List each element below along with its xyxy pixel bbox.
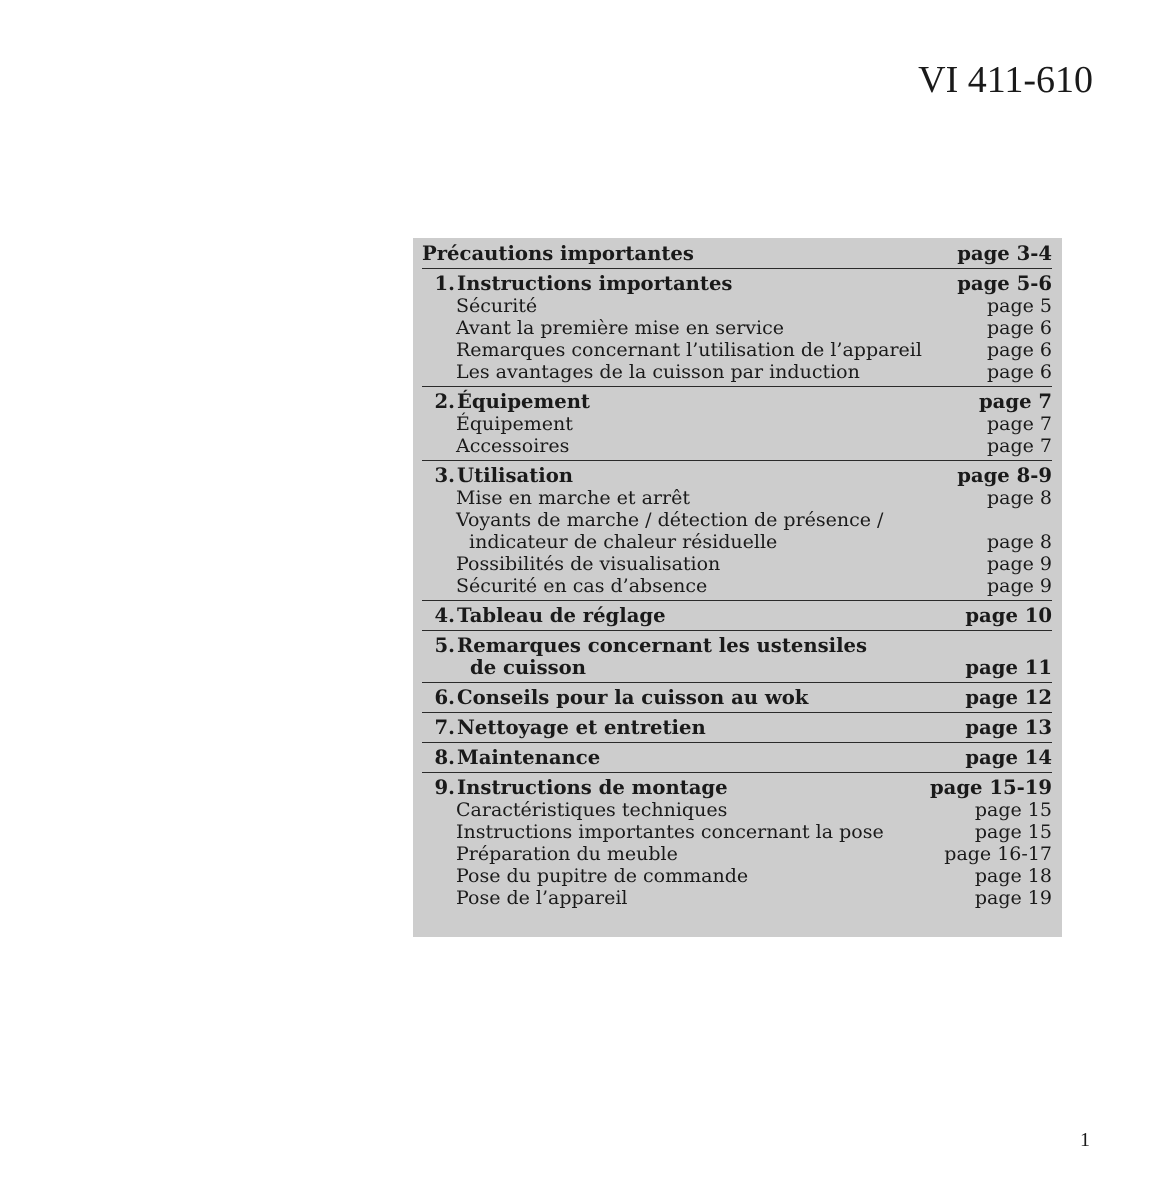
toc-item-page: page 18 — [974, 865, 1052, 887]
toc-item-label: Pose de l’appareil — [456, 887, 628, 909]
model-title: VI 411-610 — [918, 59, 1093, 101]
toc-section-heading[interactable] — [422, 391, 1052, 413]
toc-section-heading[interactable] — [422, 717, 1052, 739]
toc-item[interactable] — [422, 487, 1052, 509]
toc-item-label: Pose du pupitre de commande — [456, 865, 749, 887]
toc-item-page: page 6 — [986, 317, 1052, 339]
toc-item[interactable] — [422, 843, 1052, 865]
section-title: Équipement — [457, 390, 590, 413]
toc-item-label: Voyants de marche / détection de présence / — [456, 509, 884, 531]
toc-section-5 — [422, 630, 1052, 682]
toc-intro-label: Précautions importantes — [422, 242, 694, 265]
toc-item-page: page 19 — [974, 887, 1052, 909]
toc-section-6 — [422, 682, 1052, 712]
toc-item[interactable] — [422, 865, 1052, 887]
section-number: 3. — [434, 464, 455, 487]
toc-item-page: page 7 — [986, 413, 1052, 435]
toc-section-9 — [422, 772, 1052, 912]
section-title: Instructions importantes — [457, 272, 733, 295]
section-number: 4. — [434, 604, 455, 627]
toc-item-label: Remarques concernant l’utilisation de l’appareil — [456, 339, 922, 361]
toc-section-heading[interactable] — [422, 687, 1052, 709]
toc-item[interactable] — [422, 339, 1052, 361]
toc-item-label: Instructions importantes concernant la pose — [456, 821, 884, 843]
section-number: 5. — [434, 634, 455, 657]
section-page: page 5-6 — [957, 272, 1052, 295]
toc-section-1 — [422, 268, 1052, 386]
toc-item-page: page 15 — [974, 821, 1052, 843]
section-title: Instructions de montage — [457, 776, 728, 799]
toc-section-heading[interactable] — [422, 465, 1052, 487]
toc-item-page: page 7 — [986, 435, 1052, 457]
toc-item-label: Accessoires — [456, 435, 570, 457]
section-number: 8. — [434, 746, 455, 769]
toc-item-page: page 6 — [986, 361, 1052, 383]
toc-item[interactable] — [422, 435, 1052, 457]
toc-item[interactable] — [422, 531, 1052, 553]
toc-item-page: page 8 — [986, 531, 1052, 553]
toc-intro-page: page 3-4 — [957, 242, 1052, 265]
toc-item-page: page 6 — [986, 339, 1052, 361]
toc-item-page: page 9 — [986, 575, 1052, 597]
toc-item[interactable] — [422, 413, 1052, 435]
page-number: 1 — [1080, 1129, 1090, 1151]
toc-section-8 — [422, 742, 1052, 772]
toc-item[interactable] — [422, 553, 1052, 575]
section-title: Tableau de réglage — [457, 604, 666, 627]
section-title: Nettoyage et entretien — [457, 716, 706, 739]
toc-item[interactable] — [422, 361, 1052, 383]
section-page: page 10 — [965, 604, 1052, 627]
toc-section-2 — [422, 386, 1052, 460]
toc-item[interactable] — [422, 575, 1052, 597]
section-page: page 14 — [965, 746, 1052, 769]
toc-item[interactable] — [422, 887, 1052, 909]
toc-intro-section — [422, 243, 1052, 268]
section-page: page 12 — [965, 686, 1052, 709]
toc-item-page: page 9 — [986, 553, 1052, 575]
section-number: 2. — [434, 390, 455, 413]
toc-item-label: Les avantages de la cuisson par induction — [456, 361, 860, 383]
toc-item[interactable] — [422, 799, 1052, 821]
section-number: 7. — [434, 716, 455, 739]
toc-item-page: page 15 — [974, 799, 1052, 821]
toc-item-label: Possibilités de visualisation — [456, 553, 721, 575]
toc-section-7 — [422, 712, 1052, 742]
section-title: Utilisation — [457, 464, 574, 487]
section-number: 6. — [434, 686, 455, 709]
toc-section-heading-cont[interactable] — [422, 657, 1052, 679]
section-title: Conseils pour la cuisson au wok — [457, 686, 809, 709]
toc-intro-row[interactable] — [422, 243, 1052, 265]
toc-section-4 — [422, 600, 1052, 630]
section-page: page 11 — [965, 656, 1052, 679]
toc-section-heading[interactable] — [422, 777, 1052, 799]
section-page: page 7 — [978, 390, 1052, 413]
table-of-contents — [413, 238, 1062, 937]
toc-section-heading[interactable] — [422, 273, 1052, 295]
toc-item-page: page 5 — [986, 295, 1052, 317]
section-number: 1. — [434, 272, 455, 295]
toc-section-3 — [422, 460, 1052, 600]
toc-item[interactable] — [422, 295, 1052, 317]
toc-item-label: Avant la première mise en service — [456, 317, 784, 339]
section-title: Maintenance — [457, 746, 601, 769]
section-number: 9. — [434, 776, 455, 799]
toc-item-label: indicateur de chaleur résiduelle — [469, 531, 778, 553]
toc-item[interactable] — [422, 509, 1052, 531]
toc-item-page: page 8 — [986, 487, 1052, 509]
toc-section-heading[interactable] — [422, 747, 1052, 769]
section-title-cont: de cuisson — [470, 656, 586, 679]
section-page: page 8-9 — [957, 464, 1052, 487]
toc-item-label: Sécurité — [456, 295, 538, 317]
toc-item-label: Caractéristiques techniques — [456, 799, 728, 821]
toc-section-heading[interactable] — [422, 605, 1052, 627]
toc-item[interactable] — [422, 821, 1052, 843]
section-page: page 15-19 — [929, 776, 1052, 799]
section-title: Remarques concernant les ustensiles — [457, 634, 868, 657]
toc-item[interactable] — [422, 317, 1052, 339]
section-page: page 13 — [965, 716, 1052, 739]
toc-section-heading[interactable] — [422, 635, 1052, 657]
toc-item-label: Équipement — [456, 413, 573, 435]
toc-item-label: Sécurité en cas d’absence — [456, 575, 708, 597]
toc-item-page: page 16-17 — [944, 843, 1052, 865]
toc-item-label: Préparation du meuble — [456, 843, 678, 865]
toc-item-label: Mise en marche et arrêt — [456, 487, 690, 509]
